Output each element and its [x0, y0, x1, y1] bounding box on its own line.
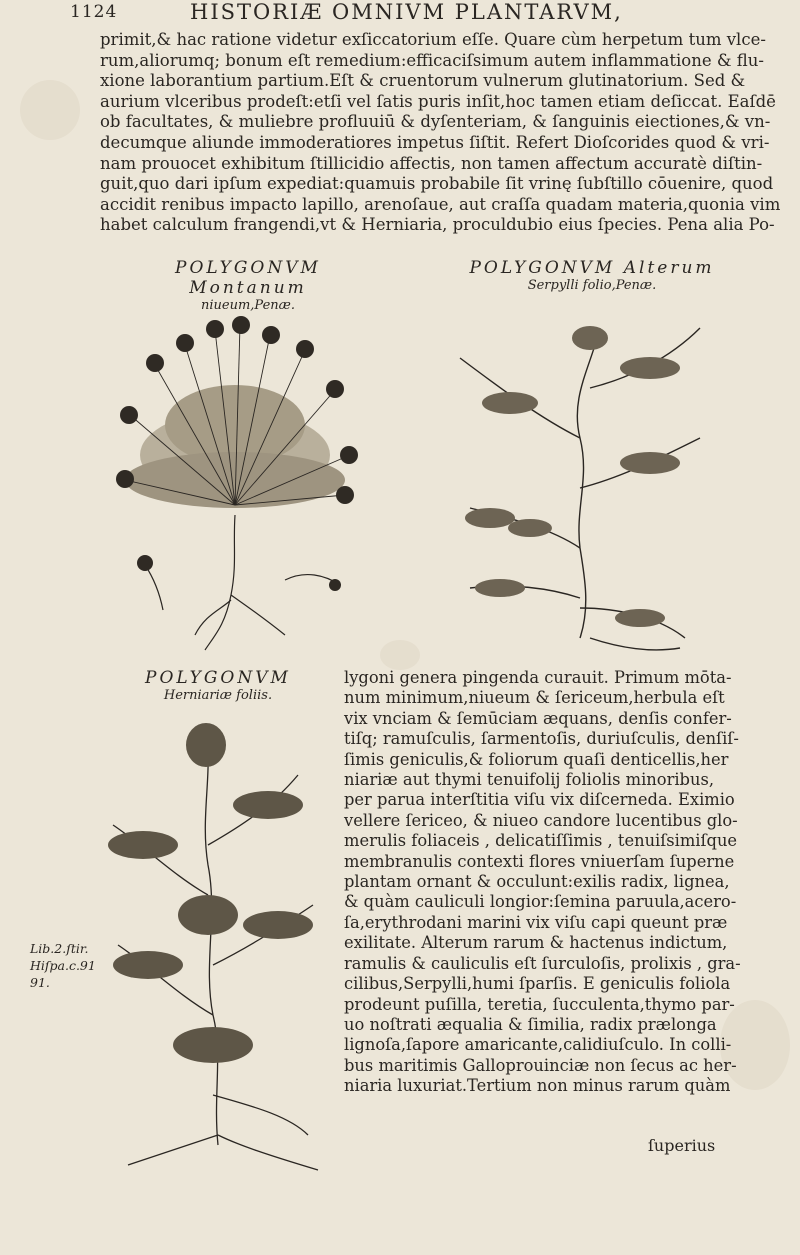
text-line: ſimis geniculis,& foliorum quaſi denticellis,her [344, 749, 729, 769]
text-line: lygoni genera pingenda curauit. Primum mōta- [344, 668, 732, 687]
text-line: tiſq; ramuſculis, ſarmentoſis, duriuſculis, denſiſ- [344, 729, 739, 749]
text-line: xione laborantium partium.Eſt & cruentorum vulnerum glutinatorium. Sed & [100, 71, 746, 91]
text-line: habet calculum frangendi,vt & Herniaria, proculdubio eius ſpecies. Pena alia Po- [100, 215, 775, 235]
marginal-note-line: Hiſpa.c.91 [30, 958, 96, 973]
text-line: vellere ſericeo, & niueo candore lucentibus glo- [344, 810, 738, 830]
page-header [70, 0, 770, 28]
text-line: merulis foliaceis , delicatiſſimis , tenuiſsimiſque [344, 831, 738, 851]
text-line: decumque aliunde immoderatiores impetus ſiſtit. Refert Dioſcorides quod & vri- [100, 132, 770, 152]
figure-caption-3 [118, 668, 318, 703]
text-line: niariæ aut thymi tenuifolij foliolis minoribus, [344, 770, 715, 790]
figure-title-1: POLYGONVM Montanum [175, 258, 321, 298]
text-line: primit,& hac ratione videtur exſiccatorium eſſe. Quare cùm herpetum tum vlce- [100, 30, 766, 49]
text-line: cilibus,Serpylli,humi ſparſis. E geniculis foliola [344, 974, 731, 994]
text-line: num minimum,niueum & ſericeum,herbula eſt [344, 688, 725, 708]
text-line: rum,aliorumq; bonum eſt remedium:efficaciſsimum autem inflammatione & flu- [100, 50, 764, 70]
text-line: guit,quo dari ipſum expediat:quamuis probabile ſit vrinę ſubſtillo cōuenire, quod [100, 174, 774, 194]
woodcut-polygonum-herniariae [88, 715, 333, 1175]
text-line: ſa,erythrodani marini vix viſu capi queunt præ [344, 912, 728, 932]
text-line: membranulis contexti flores vniuerſam ſuperne [344, 851, 735, 871]
top-text-block [100, 30, 781, 236]
text-line: prodeunt puſilla, teretia, ſucculenta,thymo par- [344, 994, 735, 1014]
figure-title-2: POLYGONVM Alterum [469, 258, 715, 278]
text-line: & quàm cauliculi longior:ſemina paruula,acero- [344, 892, 737, 912]
text-line: exilitate. Alterum rarum & hactenus indictum, [344, 933, 728, 953]
marginal-note [30, 940, 96, 991]
right-text-block [344, 668, 741, 1097]
text-line: uo noſtrati æqualia & ſimilia, radix prælonga [344, 1014, 717, 1034]
marginal-note-line: 91. [30, 975, 50, 990]
running-title: HISTORIÆ OMNIVM PLANTARVM, [190, 0, 623, 24]
marginal-note-line: Lib.2.ſtir. [30, 941, 89, 956]
text-line: ramulis & cauliculis eſt ſurculoſis, prolixis , gra- [344, 953, 741, 973]
text-line: lignoſa,ſapore amaricante,calidiuſculo. In colli- [344, 1035, 732, 1055]
woodcut-polygonum-montanum [95, 305, 385, 660]
figure-subtitle-1: niueum,Penæ. [200, 298, 295, 313]
text-line: accidit renibus impacto lapillo, arenoſaue, aut craſſa quadam materia,quonia vim [100, 194, 781, 214]
page-number: 1124 [70, 2, 118, 22]
figure-title-3: POLYGONVM [145, 668, 291, 688]
text-line: ob facultates, & muliebre profluuiū & dyſenteriam, & ſanguinis eiectiones,& vn- [100, 112, 771, 132]
catchword: ſuperius [648, 1136, 716, 1155]
text-line: vix vnciam & ſemūciam æquans, denſis confer- [344, 708, 732, 728]
text-line: aurium vlceribus prodeſt:etſi vel ſatis puris inſit,hoc tamen etiam deſiccat. Eaſdē [100, 91, 776, 111]
text-line: plantam ornant & occulunt:exilis radix, lignea, [344, 872, 730, 892]
figure-subtitle-2: Serpylli folio,Penæ. [527, 278, 657, 293]
figure-subtitle-3: Herniariæ foliis. [163, 688, 273, 703]
figure-caption-2 [462, 258, 722, 293]
text-line: nam prouocet exhibitum ſtillicidio affectis, non tamen affectum accuratè diſtin- [100, 153, 763, 173]
woodcut-polygonum-serpylli [430, 308, 720, 666]
text-line: bus maritimis Galloprouinciæ non ſecus ac her- [344, 1055, 737, 1075]
text-line: per parua interſtitia viſu vix diſcerneda. Eximio [344, 790, 735, 810]
text-line: niaria luxuriat.Tertium non minus rarum quàm [344, 1076, 731, 1096]
